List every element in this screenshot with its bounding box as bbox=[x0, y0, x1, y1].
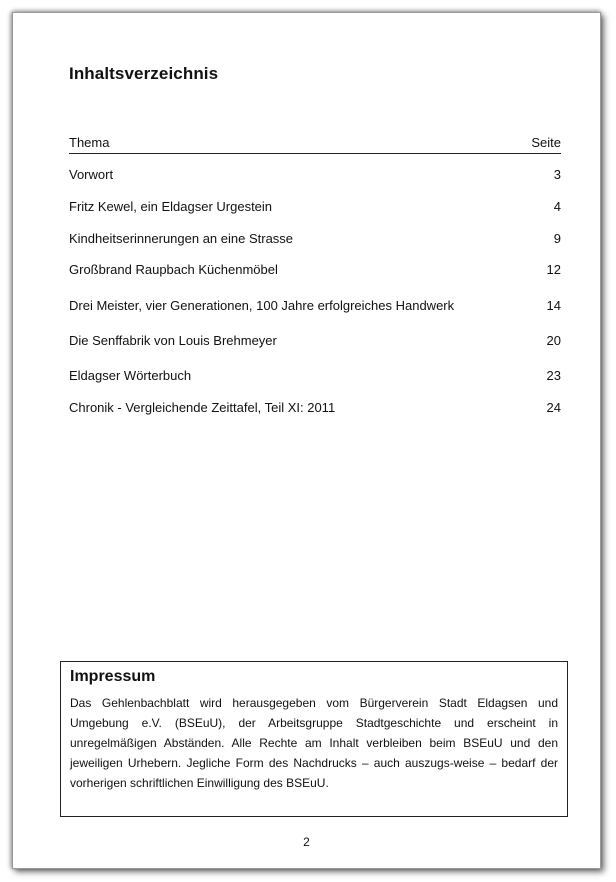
toc-entry-title: Großbrand Raupbach Küchenmöbel bbox=[69, 262, 278, 277]
toc-title: Inhaltsverzeichnis bbox=[69, 64, 219, 83]
toc-entry bbox=[69, 199, 561, 217]
impressum-box bbox=[60, 661, 568, 817]
toc-entry-page: 20 bbox=[546, 333, 561, 348]
toc-entry bbox=[69, 333, 561, 351]
toc-header-page: Seite bbox=[531, 135, 561, 150]
toc-entry-title: Eldagser Wörterbuch bbox=[69, 368, 192, 383]
toc-entry-page: 12 bbox=[546, 262, 561, 277]
toc-entry-title: Die Senffabrik von Louis Brehmeyer bbox=[69, 333, 277, 348]
toc-entry bbox=[69, 368, 561, 386]
toc-entry bbox=[69, 167, 561, 185]
impressum-title: Impressum bbox=[70, 668, 156, 685]
toc-entry bbox=[69, 262, 561, 280]
toc-entry-page: 9 bbox=[553, 231, 561, 246]
toc-entry-page: 14 bbox=[546, 298, 561, 313]
document-page bbox=[12, 12, 601, 869]
toc-entry bbox=[69, 400, 561, 418]
toc-entry-title: Chronik - Vergleichende Zeittafel, Teil XI: 2011 bbox=[69, 400, 336, 415]
toc-entry-title: Vorwort bbox=[69, 167, 114, 182]
toc-entry-title: Kindheitserinnerungen an eine Strasse bbox=[69, 231, 294, 246]
toc-entry-title: Fritz Kewel, ein Eldagser Urgestein bbox=[69, 199, 273, 214]
toc-entry-page: 3 bbox=[553, 167, 561, 182]
page-number: 2 bbox=[303, 835, 310, 849]
toc-entry bbox=[69, 231, 561, 249]
toc-header-topic: Thema bbox=[69, 135, 110, 150]
toc-entry-page: 4 bbox=[553, 199, 561, 214]
impressum-text: Das Gehlenbachblatt wird herausgegeben vom Bürgerverein Stadt Eldagsen und Umgebung e.V. (BSEuU), der Arbeitsgruppe Stadtgeschichte und erscheint in unregelmäßigen Abständen. Alle Rechte am Inhalt verbleiben beim BSEuU und den jeweiligen Urhebern. Jegliche Form des Nachdrucks – auch auszugs-weise – bedarf der vorherigen schriftlichen Einwilligung des BSEuU. bbox=[70, 696, 558, 790]
toc-entry-title: Drei Meister, vier Generationen, 100 Jahre erfolgreiches Handwerk bbox=[69, 298, 455, 313]
toc-entry bbox=[69, 298, 561, 316]
toc-header bbox=[69, 135, 561, 154]
toc-entry-page: 24 bbox=[546, 400, 561, 415]
toc-entry-page: 23 bbox=[546, 368, 561, 383]
